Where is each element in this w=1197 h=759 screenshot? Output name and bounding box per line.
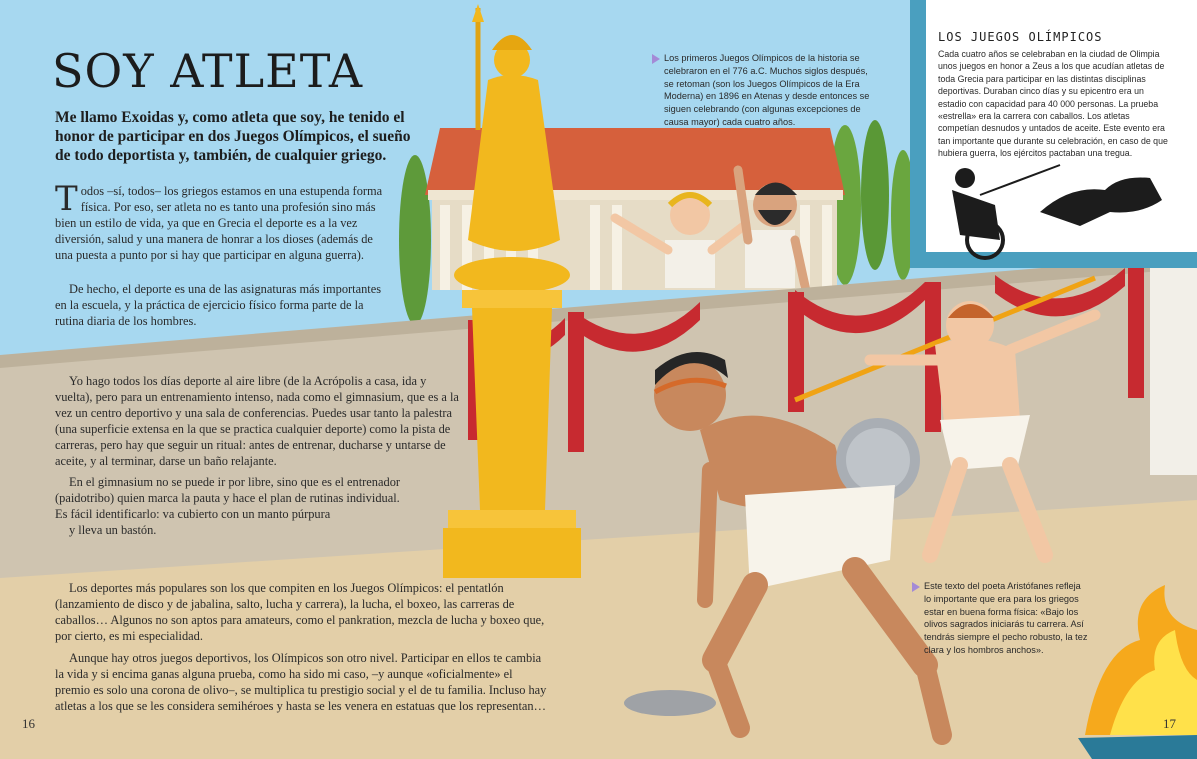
paragraph-4-line-1: En el gimnasium no se puede ir por libre, sino que es el entrenador (paidotribo) quien marca la pauta y hace el plan de rutinas individual. Es fácil identificarlo: va cubierto con un manto púrpura (55, 475, 401, 521)
page-title: SOY ATLETA (52, 44, 364, 98)
paragraph-4 (55, 474, 410, 538)
drop-cap: T (55, 179, 78, 219)
paragraph-4-line-2: y lleva un bastón. (69, 523, 157, 537)
info-box-title: LOS JUEGOS OLÍMPICOS (938, 30, 1103, 44)
sidenote-olympics-history: Los primeros Juegos Olímpicos de la historia se celebraron en el 776 a.C. Muchos siglos después, se retoman (son los Juegos Olímpicos de la Era Moderna) en 1896 en Atenas y desde entonces se siguen celebrando (con algunas excepciones de causa mayor) cada cuatro años. (664, 53, 870, 127)
paragraph-5: Los deportes más populares son los que compiten en los Juegos Olímpicos: el pentatlón (lanzamiento de disco y de jabalina, salto, lucha y carrera), la lucha, el boxeo, las carreras de caballos… Algunos no son aptos para amateurs, como el pankration, mezcla de lucha y boxeo que, por cierto, es mi especialidad. (55, 581, 545, 643)
paragraph-1-text: odos –sí, todos– los griegos estamos en una estupenda forma física. Por eso, ser atleta no es tanto una profesión sino más bien un estilo de vida, ya que en Grecia el deporte es a la vez diversión, salud y una manera de honrar a los dioses (además de una puesta a punto por si hay que participar en alguna guerra). (55, 184, 383, 262)
cypress-tree (399, 155, 431, 325)
info-box-content (938, 30, 1170, 160)
sidenote-marker-icon (652, 54, 660, 64)
paragraph-2: De hecho, el deporte es una de las asignaturas más importantes en la escuela, y la práctica de ejercicio físico forma parte de la rutina diaria de los hombres. (55, 282, 382, 328)
paragraph-3: Yo hago todos los días deporte al aire libre (de la Acrópolis a casa, ida y vuelta), pero para un entrenamiento intenso, nada como el gimnasium, que es a la vez un centro deportivo y una sala de conferencias. Puedes usar tanto la palestra (una superficie extensa en la que se practica cualquier deporte) como la pista de carreras, pero hay que seguir un ritual: antes de entrenar, ducharse y untarse de aceite, y al terminar, darse un baño relajante. (55, 374, 459, 468)
page-number-left: 16 (22, 716, 35, 731)
sidenote-marker-icon (912, 582, 920, 592)
sidenote-aristophanes: Este texto del poeta Aristófanes refleja lo importante que era para los griegos estar en buena forma física: «Bajo los olivos sagrados iniciarás tu carrera. Así tendrás siempre el pecho robusto, la tez clara y los hombros anchos». (924, 581, 1088, 655)
marble-column (1150, 265, 1197, 475)
info-box-text: Cada cuatro años se celebraban en la ciudad de Olimpia unos juegos en honor a Zeus a los que acudían atletas de toda Grecia para participar en las distintas disciplinas deportivas. Duraban cinco días y su epicentro era un estadio con capacidad para 40 000 personas. La prueba «estrella» era la carrera con caballos. Los atletas competían desnudos y untados de aceite. Este evento era tan importante que durante su celebración, en caso de que hubiera guerra, los ejércitos pactaban una tregua. (938, 49, 1168, 159)
intro-text: Me llamo Exoidas y, como atleta que soy, he tenido el honor de participar en dos Juegos Olímpicos, el sueño de todo deportista y, también, de cualquier griego. (55, 109, 411, 164)
discus (624, 690, 716, 716)
cypress-tree (861, 120, 889, 270)
paragraph-6: Aunque hay otros juegos deportivos, los Olímpicos son otro nivel. Participar en ellos te cambia la vida y si encima ganas alguna prueba, como ha sido mi caso, –y aunque «oficialmente» el premio es solo una corona de olivo–, se multiplica tu prestigio social y el de tu familia. Incluso hay atletas a los que se les considera semihéroes y hasta se les venera en estatuas que los representan… (55, 651, 547, 713)
page-number-right: 17 (1163, 716, 1176, 731)
paragraph-1 (55, 179, 390, 263)
